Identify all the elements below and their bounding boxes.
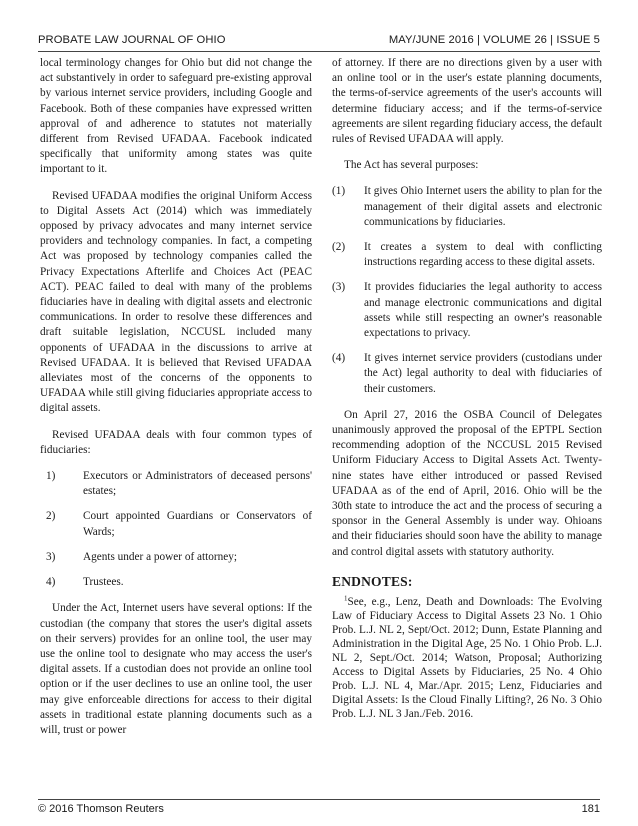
list-number: (3) (332, 281, 346, 294)
page-number: 181 (581, 803, 600, 815)
list-item (332, 240, 602, 270)
right-column (332, 56, 602, 721)
list-number: (1) (332, 185, 346, 198)
list-text: Executors or Administrators of deceased persons' estates; (83, 470, 312, 498)
list-number: (4) (332, 352, 346, 365)
list-item (332, 351, 602, 397)
endnotes-heading: ENDNOTES: (332, 573, 413, 589)
left-column (40, 56, 312, 749)
footer-rule (38, 799, 600, 800)
list-item (40, 469, 312, 499)
endnote (332, 595, 602, 721)
list-text: It gives internet service providers (custodians under the Act) legal authority to deal with fiduciaries of their customers. (364, 352, 602, 395)
issue-info: MAY/JUNE 2016 | VOLUME 26 | ISSUE 5 (388, 34, 600, 46)
list-item (40, 550, 312, 565)
running-header (38, 34, 600, 50)
endnote-text: See, e.g., Lenz, Death and Downloads: The Evolving Law of Fiduciary Access to Digital Assets 23 No. 1 Ohio Prob. L.J. NL 2, Sept/Oct. 2012; Dunn, Estate Planning and Administration in the Digital Age, 25 No. 1 Ohio Prob. L.J. NL 2, Sept./Oct. 2014; Watson, Proposal; Authorizing Access to Digital Assets by Fiduciaries, 25 No. 4 Ohio Prob. L.J. NL 4, Mar./Apr. 2015; Lenz, Fiduciaries and Digital Assets: Is the Cloud Finally Lifting?, 26 No. 3 Ohio Prob. L.J. NL 3 Jan./Feb. 2016. (332, 596, 602, 721)
list-number: 1) (46, 470, 56, 483)
list-item (40, 575, 312, 590)
act-purposes-list (332, 184, 602, 396)
list-text: Trustees. (83, 576, 124, 589)
paragraph: The Act has several purposes: (344, 159, 479, 172)
list-number: (2) (332, 241, 346, 254)
list-item (40, 509, 312, 539)
paragraph: Revised UFADAA deals with four common types of fiduciaries: (40, 428, 312, 456)
paragraph: Revised UFADAA modifies the original Uniform Access to Digital Assets Act (2014) which was immediately opposed by privacy advocates and many internet service providers and technology companies. In fact, a competing Act was proposed by technology companies called the Privacy Expectations Afterlife and Choices Act (PEAC ACT). PEAC failed to deal with many of the problems fiduciaries have in dealing with digital assets and electronic communications. In order to resolve these differences and draft suitable legislation, NCCUSL included many opponents of UFADAA in the discussions to arrive at Revised UFADAA. It is believed that Revised UFADAA alleviates most of the concerns of the opponents to UFADAA while still giving fiduciaries appropriate access to digital assets. (40, 189, 312, 415)
list-text: It gives Ohio Internet users the ability to plan for the management of their digital assets and electronic communications by fiduciaries. (364, 185, 602, 228)
header-rule (38, 51, 600, 52)
list-item (332, 184, 602, 230)
journal-title: PROBATE LAW JOURNAL OF OHIO (38, 34, 226, 46)
paragraph: Under the Act, Internet users have several options: If the custodian (the company that stores the user's digital assets on their servers) provides for an online tool, the user may use the online tool to designate who may access the user's digital assets. If a custodian does not provide an online tool option or if the user declines to use an online tool, the user may give enforceable directions for access to their digital assets in traditional estate planning documents such as a will, trust or power (40, 602, 312, 736)
copyright: © 2016 Thomson Reuters (38, 803, 164, 815)
list-number: 3) (46, 550, 56, 563)
paragraph: of attorney. If there are no directions given by a user with an online tool or in the user's estate planning documents, the terms-of-service agreements of the user's accounts will determine fiduciary access; and if the terms-of-service agreements are silent regarding fiduciary access, the default rules of Revised UFADAA will apply. (332, 57, 602, 146)
list-text: It provides fiduciaries the legal authority to access and manage electronic communications and digital assets while still respecting an owner's reasonable expectations to privacy. (364, 281, 602, 340)
paragraph: local terminology changes for Ohio but did not change the act substantively in order to safeguard pre-existing approval by various internet service providers, including Google and Facebook. Both of these companies have expressed written approval of and adherence to statutes not materially different from Revised UFADAA. Facebook indicated specifically that uniformity among states was quite important to it. (40, 57, 312, 176)
list-text: Court appointed Guardians or Conservators of Wards; (83, 510, 312, 538)
paragraph: On April 27, 2016 the OSBA Council of Delegates unanimously approved the proposal of the EPTPL Section recommending adoption of the NCCUSL 2015 Revised Uniform Fiduciary Access to Digital Assets Act. Twenty-nine states have either introduced or passed Revised UFADAA as of the end of April, 2016. Ohio will be the 30th state to introduce the act and the process of securing a sponsor in the General Assembly is under way. Ohioans and their fiduciaries should soon have the ability to manage and control digital assets with statutory authority. (332, 408, 602, 558)
list-text: It creates a system to deal with conflicting instructions regarding access to these digital assets. (364, 241, 602, 269)
list-number: 2) (46, 510, 56, 523)
list-item (332, 280, 602, 341)
page-footer (38, 803, 600, 817)
list-text: Agents under a power of attorney; (83, 550, 238, 563)
list-number: 4) (46, 576, 56, 589)
endnote-marker: 1 (344, 594, 348, 603)
fiduciary-types-list (40, 469, 312, 590)
